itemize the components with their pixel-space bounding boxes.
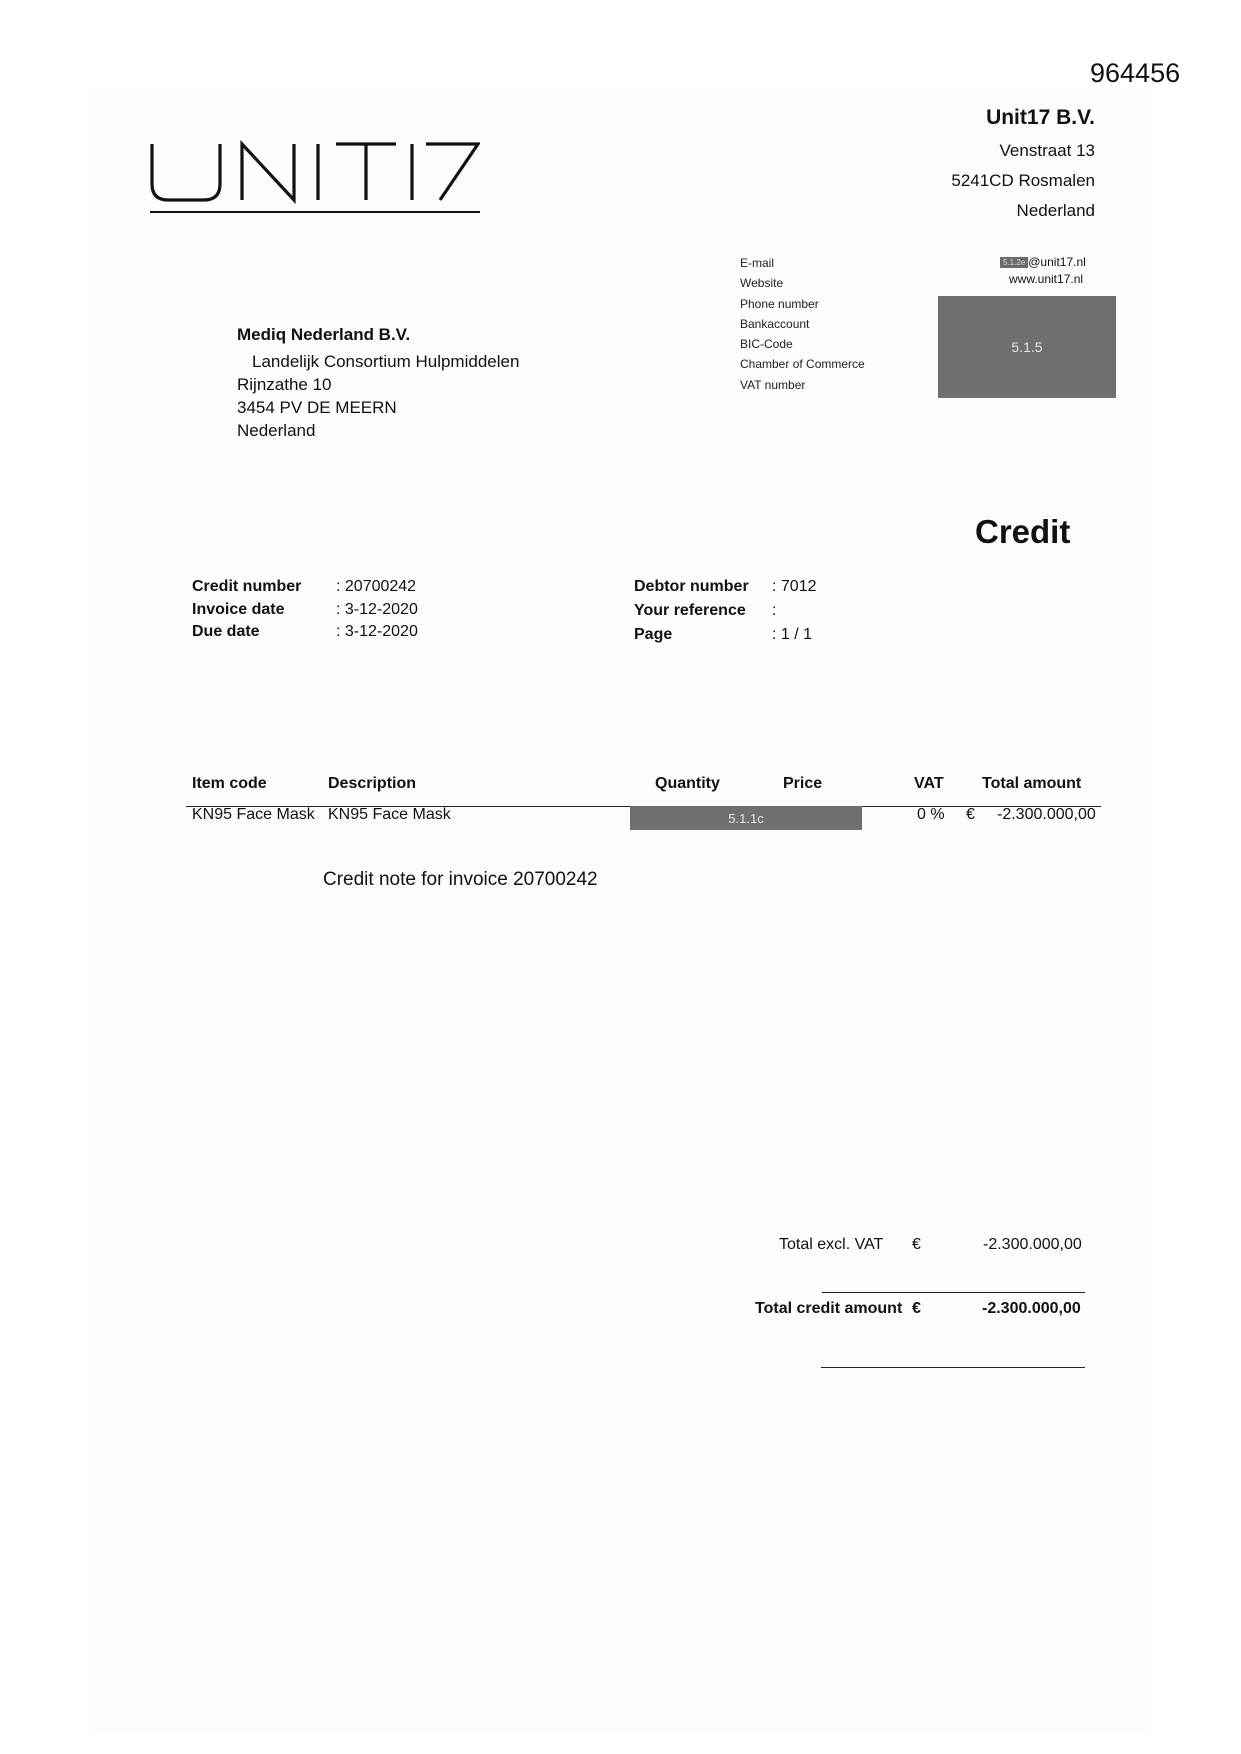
- contact-labels: [740, 256, 865, 398]
- label-vat: VAT number: [740, 377, 806, 392]
- credit-note-text: Credit note for invoice 20700242: [323, 869, 598, 890]
- due-date-value: : 3-12-2020: [336, 623, 418, 640]
- due-date-label: Due date: [192, 623, 260, 640]
- recipient-line4: Nederland: [237, 421, 316, 440]
- email-suffix: @unit17.nl: [1028, 255, 1086, 269]
- email-redaction: 5.1.2e: [1000, 257, 1028, 268]
- page-value: : 1 / 1: [772, 626, 813, 643]
- email-value: [1000, 255, 1086, 269]
- redaction-label: 5.1.5: [1011, 339, 1043, 355]
- your-reference-label: Your reference: [634, 602, 746, 619]
- sender-street: Venstraat 13: [999, 141, 1095, 160]
- label-phone: Phone number: [740, 296, 819, 311]
- totals-rule-bottom: [821, 1367, 1085, 1368]
- total-credit-currency: €: [912, 1300, 921, 1317]
- sender-name: Unit17 B.V.: [986, 106, 1095, 129]
- recipient-address: [237, 325, 519, 442]
- total-excl-vat-currency: €: [912, 1236, 921, 1253]
- invoice-date-value: : 3-12-2020: [336, 601, 418, 618]
- your-reference-value: :: [772, 602, 777, 619]
- header-price: Price: [783, 775, 823, 792]
- total-excl-vat-value: -2.300.000,00: [983, 1236, 1082, 1253]
- total-credit-value: -2.300.000,00: [982, 1300, 1081, 1317]
- debtor-number-value: : 7012: [772, 578, 817, 595]
- debtor-number-label: Debtor number: [634, 578, 749, 595]
- label-chamber: Chamber of Commerce: [740, 357, 865, 372]
- totals-rule-top: [822, 1292, 1085, 1293]
- header-description: Description: [328, 775, 417, 792]
- recipient-line1: Landelijk Consortium Hulpmiddelen: [252, 352, 520, 371]
- row-vat: 0 %: [917, 806, 945, 823]
- recipient-line2: Rijnzathe 10: [237, 375, 332, 394]
- company-logo: [148, 140, 480, 216]
- credit-number-value: : 20700242: [336, 578, 417, 595]
- header-vat: VAT: [914, 775, 944, 792]
- website-value: www.unit17.nl: [1009, 272, 1084, 286]
- document-number: 964456: [1090, 58, 1181, 88]
- label-bic: BIC-Code: [740, 337, 793, 352]
- row-currency: €: [966, 806, 975, 823]
- row-item-code: KN95 Face Mask: [192, 806, 315, 823]
- header-total: Total amount: [982, 775, 1082, 792]
- row-redaction-label: 5.1.1c: [728, 810, 764, 826]
- row-redacted-quantity-price: [630, 806, 862, 830]
- header-quantity: Quantity: [655, 775, 720, 792]
- page-label: Page: [634, 626, 673, 643]
- recipient-line3: 3454 PV DE MEERN: [237, 398, 397, 417]
- row-total: -2.300.000,00: [997, 806, 1096, 823]
- row-description: KN95 Face Mask: [328, 806, 451, 823]
- label-website: Website: [740, 276, 784, 291]
- label-bankaccount: Bankaccount: [740, 316, 810, 331]
- recipient-name: Mediq Nederland B.V.: [237, 325, 411, 344]
- document-title: Credit: [975, 513, 1071, 550]
- label-email: E-mail: [740, 256, 775, 270]
- redacted-contact-block: [938, 296, 1116, 398]
- sender-city: 5241CD Rosmalen: [951, 171, 1095, 190]
- total-credit-label: Total credit amount: [755, 1300, 903, 1317]
- sender-address: [951, 106, 1095, 226]
- credit-number-label: Credit number: [192, 578, 302, 595]
- header-item-code: Item code: [192, 775, 267, 792]
- total-excl-vat-label: Total excl. VAT: [779, 1236, 884, 1253]
- sender-country: Nederland: [1016, 201, 1095, 220]
- invoice-date-label: Invoice date: [192, 601, 285, 618]
